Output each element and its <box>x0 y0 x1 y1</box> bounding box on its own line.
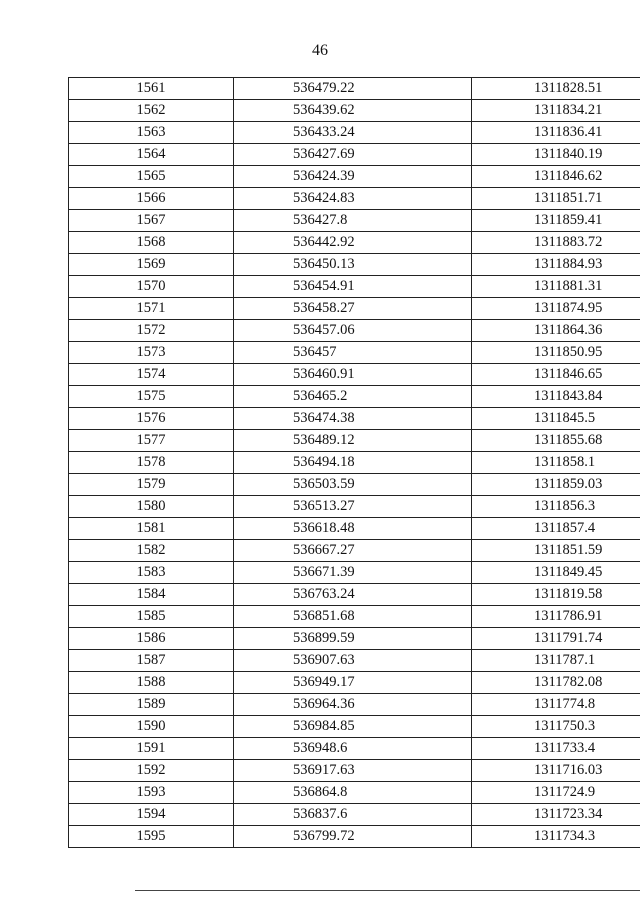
x-coordinate-cell: 536984.85 <box>234 716 472 738</box>
x-coordinate-cell: 536457 <box>234 342 472 364</box>
point-number-cell: 1569 <box>69 254 234 276</box>
point-number-cell: 1572 <box>69 320 234 342</box>
point-number-cell: 1581 <box>69 518 234 540</box>
table-row <box>69 760 640 782</box>
table-row <box>69 298 640 320</box>
x-coordinate-cell: 536899.59 <box>234 628 472 650</box>
x-coordinate-cell: 536851.68 <box>234 606 472 628</box>
table-row <box>69 518 640 540</box>
table-row <box>69 254 640 276</box>
point-number-cell: 1582 <box>69 540 234 562</box>
table-row <box>69 210 640 232</box>
x-coordinate-cell: 536618.48 <box>234 518 472 540</box>
table-row <box>69 738 640 760</box>
x-coordinate-cell: 536474.38 <box>234 408 472 430</box>
table-row <box>69 408 640 430</box>
coordinates-table <box>68 77 640 848</box>
point-number-cell: 1570 <box>69 276 234 298</box>
x-coordinate-cell: 536667.27 <box>234 540 472 562</box>
table-row <box>69 320 640 342</box>
table-row <box>69 562 640 584</box>
table-row <box>69 584 640 606</box>
y-coordinate-cell: 1311857.4 <box>472 518 640 540</box>
x-coordinate-cell: 536837.6 <box>234 804 472 826</box>
point-number-cell: 1587 <box>69 650 234 672</box>
point-number-cell: 1568 <box>69 232 234 254</box>
point-number-cell: 1594 <box>69 804 234 826</box>
x-coordinate-cell: 536907.63 <box>234 650 472 672</box>
x-coordinate-cell: 536489.12 <box>234 430 472 452</box>
x-coordinate-cell: 536917.63 <box>234 760 472 782</box>
x-coordinate-cell: 536433.24 <box>234 122 472 144</box>
point-number-cell: 1575 <box>69 386 234 408</box>
y-coordinate-cell: 1311845.5 <box>472 408 640 430</box>
point-number-cell: 1593 <box>69 782 234 804</box>
x-coordinate-cell: 536427.8 <box>234 210 472 232</box>
point-number-cell: 1588 <box>69 672 234 694</box>
y-coordinate-cell: 1311858.1 <box>472 452 640 474</box>
x-coordinate-cell: 536513.27 <box>234 496 472 518</box>
table-row <box>69 232 640 254</box>
table-row <box>69 826 640 848</box>
point-number-cell: 1591 <box>69 738 234 760</box>
y-coordinate-cell: 1311884.93 <box>472 254 640 276</box>
y-coordinate-cell: 1311849.45 <box>472 562 640 584</box>
point-number-cell: 1595 <box>69 826 234 848</box>
x-coordinate-cell: 536948.6 <box>234 738 472 760</box>
y-coordinate-cell: 1311846.65 <box>472 364 640 386</box>
point-number-cell: 1561 <box>69 78 234 100</box>
table-row <box>69 672 640 694</box>
table-row <box>69 716 640 738</box>
point-number-cell: 1573 <box>69 342 234 364</box>
y-coordinate-cell: 1311723.34 <box>472 804 640 826</box>
y-coordinate-cell: 1311840.19 <box>472 144 640 166</box>
table-row <box>69 496 640 518</box>
table-row <box>69 474 640 496</box>
y-coordinate-cell: 1311859.03 <box>472 474 640 496</box>
bottom-rule <box>135 890 640 891</box>
x-coordinate-cell: 536460.91 <box>234 364 472 386</box>
x-coordinate-cell: 536457.06 <box>234 320 472 342</box>
point-number-cell: 1566 <box>69 188 234 210</box>
table-row <box>69 628 640 650</box>
table-row <box>69 650 640 672</box>
y-coordinate-cell: 1311855.68 <box>472 430 640 452</box>
point-number-cell: 1592 <box>69 760 234 782</box>
x-coordinate-cell: 536949.17 <box>234 672 472 694</box>
table-row <box>69 100 640 122</box>
point-number-cell: 1571 <box>69 298 234 320</box>
x-coordinate-cell: 536864.8 <box>234 782 472 804</box>
y-coordinate-cell: 1311851.59 <box>472 540 640 562</box>
point-number-cell: 1585 <box>69 606 234 628</box>
point-number-cell: 1583 <box>69 562 234 584</box>
y-coordinate-cell: 1311836.41 <box>472 122 640 144</box>
x-coordinate-cell: 536427.69 <box>234 144 472 166</box>
point-number-cell: 1577 <box>69 430 234 452</box>
page-number: 46 <box>312 42 328 59</box>
table-row <box>69 166 640 188</box>
y-coordinate-cell: 1311856.3 <box>472 496 640 518</box>
x-coordinate-cell: 536763.24 <box>234 584 472 606</box>
y-coordinate-cell: 1311750.3 <box>472 716 640 738</box>
table-row <box>69 144 640 166</box>
table-row <box>69 804 640 826</box>
y-coordinate-cell: 1311782.08 <box>472 672 640 694</box>
y-coordinate-cell: 1311851.71 <box>472 188 640 210</box>
y-coordinate-cell: 1311850.95 <box>472 342 640 364</box>
table-row <box>69 430 640 452</box>
y-coordinate-cell: 1311786.91 <box>472 606 640 628</box>
table-row <box>69 452 640 474</box>
x-coordinate-cell: 536458.27 <box>234 298 472 320</box>
y-coordinate-cell: 1311724.9 <box>472 782 640 804</box>
point-number-cell: 1579 <box>69 474 234 496</box>
y-coordinate-cell: 1311787.1 <box>472 650 640 672</box>
point-number-cell: 1563 <box>69 122 234 144</box>
table-row <box>69 782 640 804</box>
table-row <box>69 276 640 298</box>
y-coordinate-cell: 1311874.95 <box>472 298 640 320</box>
y-coordinate-cell: 1311881.31 <box>472 276 640 298</box>
y-coordinate-cell: 1311734.3 <box>472 826 640 848</box>
point-number-cell: 1564 <box>69 144 234 166</box>
x-coordinate-cell: 536454.91 <box>234 276 472 298</box>
point-number-cell: 1584 <box>69 584 234 606</box>
y-coordinate-cell: 1311859.41 <box>472 210 640 232</box>
point-number-cell: 1574 <box>69 364 234 386</box>
point-number-cell: 1576 <box>69 408 234 430</box>
x-coordinate-cell: 536964.36 <box>234 694 472 716</box>
x-coordinate-cell: 536494.18 <box>234 452 472 474</box>
y-coordinate-cell: 1311843.84 <box>472 386 640 408</box>
table-row <box>69 694 640 716</box>
y-coordinate-cell: 1311883.72 <box>472 232 640 254</box>
y-coordinate-cell: 1311716.03 <box>472 760 640 782</box>
table-row <box>69 386 640 408</box>
point-number-cell: 1586 <box>69 628 234 650</box>
x-coordinate-cell: 536450.13 <box>234 254 472 276</box>
table-row <box>69 364 640 386</box>
y-coordinate-cell: 1311774.8 <box>472 694 640 716</box>
x-coordinate-cell: 536799.72 <box>234 826 472 848</box>
x-coordinate-cell: 536424.39 <box>234 166 472 188</box>
table-body <box>69 78 640 848</box>
y-coordinate-cell: 1311819.58 <box>472 584 640 606</box>
table-row <box>69 540 640 562</box>
table-row <box>69 188 640 210</box>
y-coordinate-cell: 1311733.4 <box>472 738 640 760</box>
table-row <box>69 122 640 144</box>
table-row <box>69 342 640 364</box>
point-number-cell: 1562 <box>69 100 234 122</box>
x-coordinate-cell: 536671.39 <box>234 562 472 584</box>
y-coordinate-cell: 1311846.62 <box>472 166 640 188</box>
x-coordinate-cell: 536442.92 <box>234 232 472 254</box>
table-row <box>69 606 640 628</box>
table-row <box>69 78 640 100</box>
x-coordinate-cell: 536424.83 <box>234 188 472 210</box>
point-number-cell: 1589 <box>69 694 234 716</box>
point-number-cell: 1578 <box>69 452 234 474</box>
point-number-cell: 1565 <box>69 166 234 188</box>
y-coordinate-cell: 1311791.74 <box>472 628 640 650</box>
point-number-cell: 1580 <box>69 496 234 518</box>
point-number-cell: 1590 <box>69 716 234 738</box>
x-coordinate-cell: 536439.62 <box>234 100 472 122</box>
y-coordinate-cell: 1311828.51 <box>472 78 640 100</box>
y-coordinate-cell: 1311834.21 <box>472 100 640 122</box>
x-coordinate-cell: 536503.59 <box>234 474 472 496</box>
x-coordinate-cell: 536465.2 <box>234 386 472 408</box>
point-number-cell: 1567 <box>69 210 234 232</box>
y-coordinate-cell: 1311864.36 <box>472 320 640 342</box>
x-coordinate-cell: 536479.22 <box>234 78 472 100</box>
